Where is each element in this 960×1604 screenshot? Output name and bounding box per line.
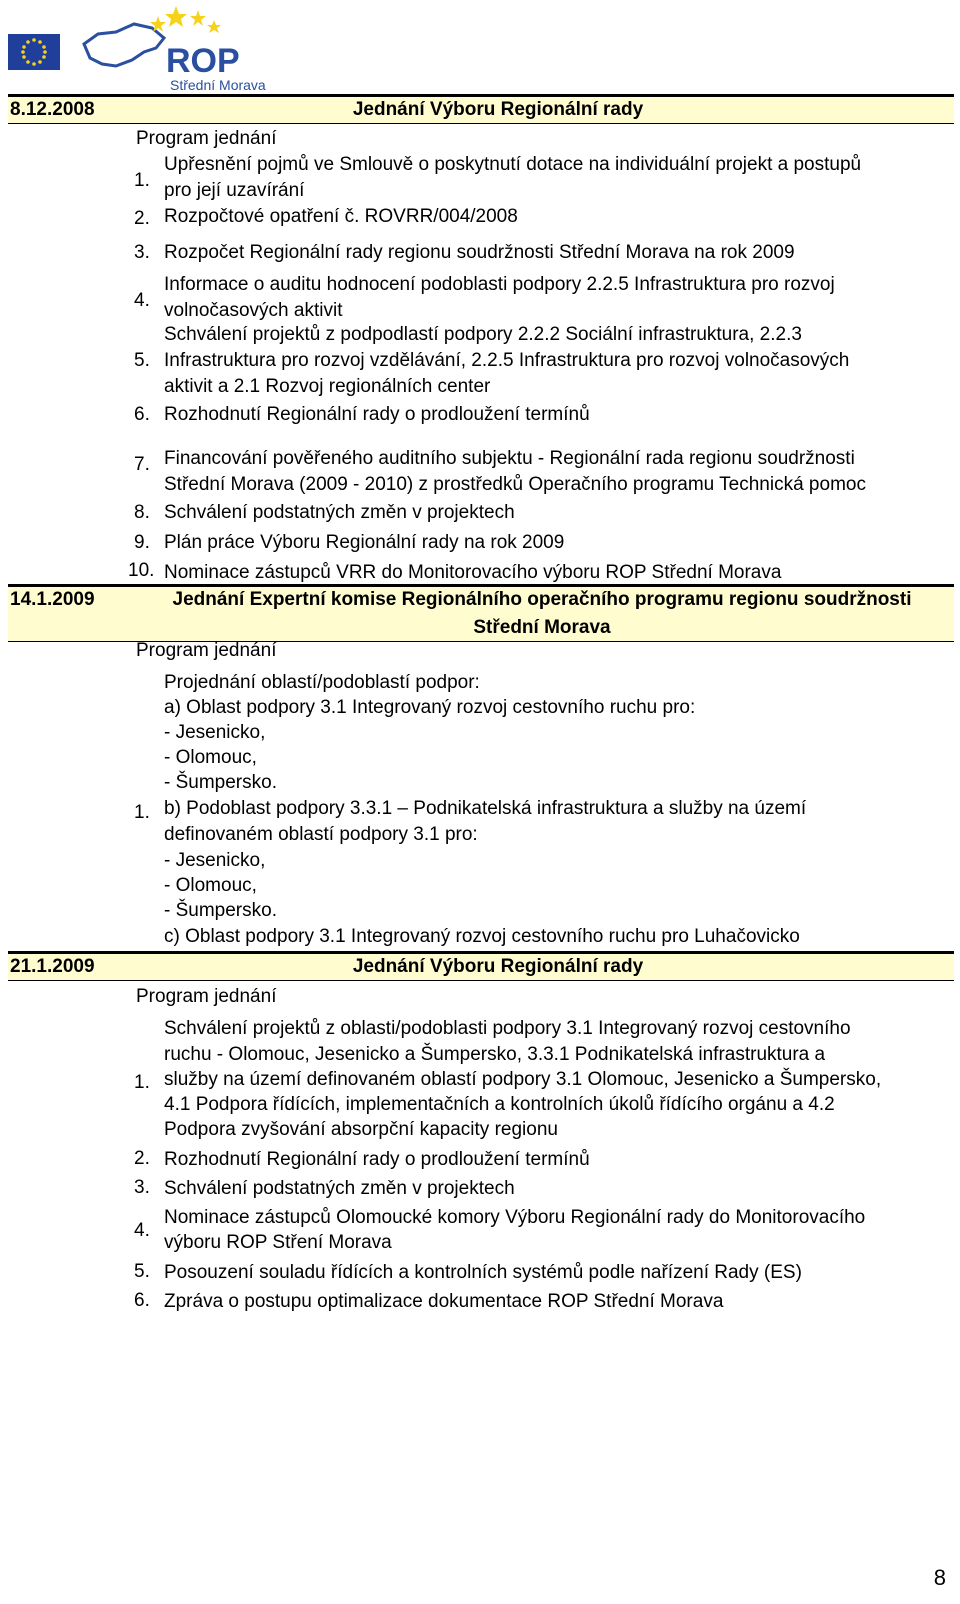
item-number: 3. [134, 242, 150, 263]
item-line: Rozpočtové opatření č. ROVRR/004/2008 [164, 206, 518, 227]
item-line: služby na území definovaném oblastí podpory 3.1 Olomouc, Jesenicko a Šumpersko, [164, 1069, 882, 1090]
item-line: výboru ROP Stření Morava [164, 1232, 392, 1253]
item-line: Informace o auditu hodnocení podoblasti podpory 2.2.5 Infrastruktura pro rozvoj [164, 274, 835, 295]
czech-map-icon [84, 24, 164, 66]
section-date: 8.12.2008 [10, 99, 95, 120]
item-line: - Jesenicko, [164, 850, 266, 871]
item-number: 9. [134, 532, 150, 553]
item-line: Schválení podstatných změn v projektech [164, 1178, 515, 1199]
item-line: Nominace zástupců VRR do Monitorovacího výboru ROP Střední Morava [164, 562, 782, 583]
item-line: a) Oblast podpory 3.1 Integrovaný rozvoj cestovního ruchu pro: [164, 697, 696, 718]
item-number: 7. [134, 454, 150, 475]
section-title: Jednání Výboru Regionální rady [352, 956, 644, 977]
item-line: Rozhodnutí Regionální rady o prodloužení termínů [164, 1149, 590, 1170]
item-line: Nominace zástupců Olomoucké komory Výboru Regionální rady do Monitorovacího [164, 1207, 866, 1228]
item-number: 2. [134, 1148, 150, 1169]
item-line: Schválení projektů z podpodlastí podpory 2.2.2 Sociální infrastruktura, 2.2.3 [164, 324, 802, 345]
section-header [8, 951, 954, 981]
item-line: 4.1 Podpora řídících, implementačních a kontrolních úkolů řídícího orgánu a 4.2 [164, 1094, 835, 1115]
item-line: Financování pověřeného auditního subjektu - Regionální rada regionu soudržnosti [164, 448, 855, 469]
logo-brand: ROP [166, 42, 240, 80]
item-line: volnočasových aktivit [164, 300, 343, 321]
program-label: Program jednání [136, 128, 277, 149]
item-line: Posouzení souladu řídících a kontrolních systémů podle nařízení Rady (ES) [164, 1262, 802, 1283]
item-line: Rozpočet Regionální rady regionu soudržnosti Střední Morava na rok 2009 [164, 242, 795, 263]
logo-subtitle: Střední Morava [170, 77, 266, 93]
item-line: - Olomouc, [164, 875, 257, 896]
item-number: 5. [134, 350, 150, 371]
item-line: Upřesnění pojmů ve Smlouvě o poskytnutí dotace na individuální projekt a postupů [164, 154, 862, 175]
item-number: 4. [134, 290, 150, 311]
item-line: - Jesenicko, [164, 722, 266, 743]
item-line: Rozhodnutí Regionální rady o prodloužení termínů [164, 404, 590, 425]
item-line: Plán práce Výboru Regionální rady na rok 2009 [164, 532, 565, 553]
item-line: definovaném oblastí podpory 3.1 pro: [164, 824, 478, 845]
item-number: 6. [134, 404, 150, 425]
section-header [8, 94, 954, 124]
item-number: 10. [128, 560, 155, 581]
item-line: aktivit a 2.1 Rozvoj regionálních center [164, 376, 491, 397]
item-line: Schválení podstatných změn v projektech [164, 502, 515, 523]
item-line: Střední Morava (2009 - 2010) z prostředků Operačního programu Technická pomoc [164, 474, 866, 495]
item-line: Projednání oblastí/podoblastí podpor: [164, 672, 480, 693]
item-line: c) Oblast podpory 3.1 Integrovaný rozvoj cestovního ruchu pro Luhačovicko [164, 926, 800, 947]
item-line: - Šumpersko. [164, 900, 277, 921]
item-line: pro její uzavírání [164, 180, 305, 201]
item-number: 1. [134, 802, 150, 823]
item-number: 5. [134, 1261, 150, 1282]
page-number: 8 [933, 1565, 946, 1590]
item-number: 4. [134, 1220, 150, 1241]
item-line: Zpráva o postupu optimalizace dokumentace ROP Střední Morava [164, 1291, 724, 1312]
program-label: Program jednání [136, 640, 277, 661]
item-number: 6. [134, 1290, 150, 1311]
rop-logo [6, 4, 286, 94]
item-line: - Šumpersko. [164, 772, 277, 793]
stars-icon [150, 6, 221, 33]
item-line: b) Podoblast podpory 3.3.1 – Podnikatelská infrastruktura a služby na území [164, 798, 807, 819]
item-number: 2. [134, 208, 150, 229]
section-title: Střední Morava [473, 617, 611, 638]
item-number: 3. [134, 1177, 150, 1198]
item-line: Schválení projektů z oblasti/podoblasti podpory 3.1 Integrovaný rozvoj cestovního [164, 1018, 851, 1039]
item-line: - Olomouc, [164, 747, 257, 768]
item-line: ruchu - Olomouc, Jesenicko a Šumpersko, 3.3.1 Podnikatelská infrastruktura a [164, 1044, 826, 1065]
section-date: 21.1.2009 [10, 956, 95, 977]
item-number: 1. [134, 1072, 150, 1093]
section-header [8, 584, 954, 642]
item-line: Infrastruktura pro rozvoj vzdělávání, 2.2.5 Infrastruktura pro rozvoj volnočasových [164, 350, 850, 371]
item-number: 8. [134, 502, 150, 523]
program-label: Program jednání [136, 986, 277, 1007]
item-line: Podpora zvyšování absorpční kapacity regionu [164, 1119, 558, 1140]
section-title: Jednání Expertní komise Regionálního operačního programu regionu soudržnosti [172, 589, 912, 610]
item-number: 1. [134, 170, 150, 191]
section-date: 14.1.2009 [10, 589, 95, 610]
section-title: Jednání Výboru Regionální rady [352, 99, 644, 120]
